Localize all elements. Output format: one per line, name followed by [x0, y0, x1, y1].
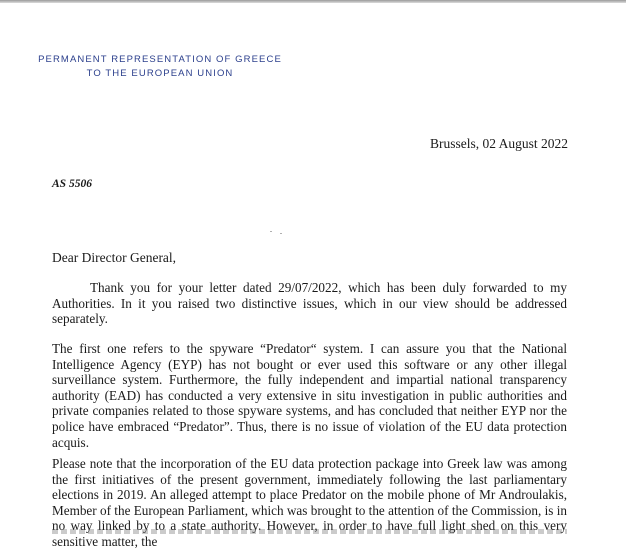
body-paragraph-3: Please note that the incorporation of the EU data protection package into Greek law was among the first initiatives of the present government, immediately following the last parliamentary elections in 2019. An alleged attempt to place Predator on the mobile phone of Mr Androulakis, Member of the European Parliament, which was brought to the attention of the Commission, is in no way linked by to a state authority. However, in order to have full light shed on this very sensitive matter, the [52, 456, 567, 549]
letterhead-line-2: TO THE EUROPEAN UNION [86, 68, 234, 79]
body-paragraph-2: The first one refers to the spyware “Predator“ system. I can assure you that the National Intelligence Agency (EYP) has not bought or ever used this software or any other illegal surveillance system. Furthermore, the fully independent and impartial national transparency authority (EAD) has conducted a very extensive in situ investigation in public authorities and private companies related to those spyware systems, and has concluded that neither EYP nor the police have embraced “Predator”. Thus, there is no issue of violation of the EU data protection acquis. [52, 341, 567, 450]
page-top-edge [0, 0, 626, 3]
scan-speck [270, 231, 272, 232]
body-paragraph-1: Thank you for your letter dated 29/07/2022, which has been duly forwarded to my Authorities. In it you raised two distinctive issues, which in our view should be addressed separately. [52, 280, 567, 327]
reference-number: AS 5506 [52, 178, 92, 190]
place-and-date: Brussels, 02 August 2022 [429, 136, 568, 151]
letterhead-line-1: PERMANENT REPRESENTATION OF GREECE [38, 54, 282, 65]
scan-speck [280, 233, 282, 234]
letterhead [0, 53, 320, 81]
cut-off-text-line [52, 529, 567, 534]
salutation: Dear Director General, [52, 250, 177, 265]
